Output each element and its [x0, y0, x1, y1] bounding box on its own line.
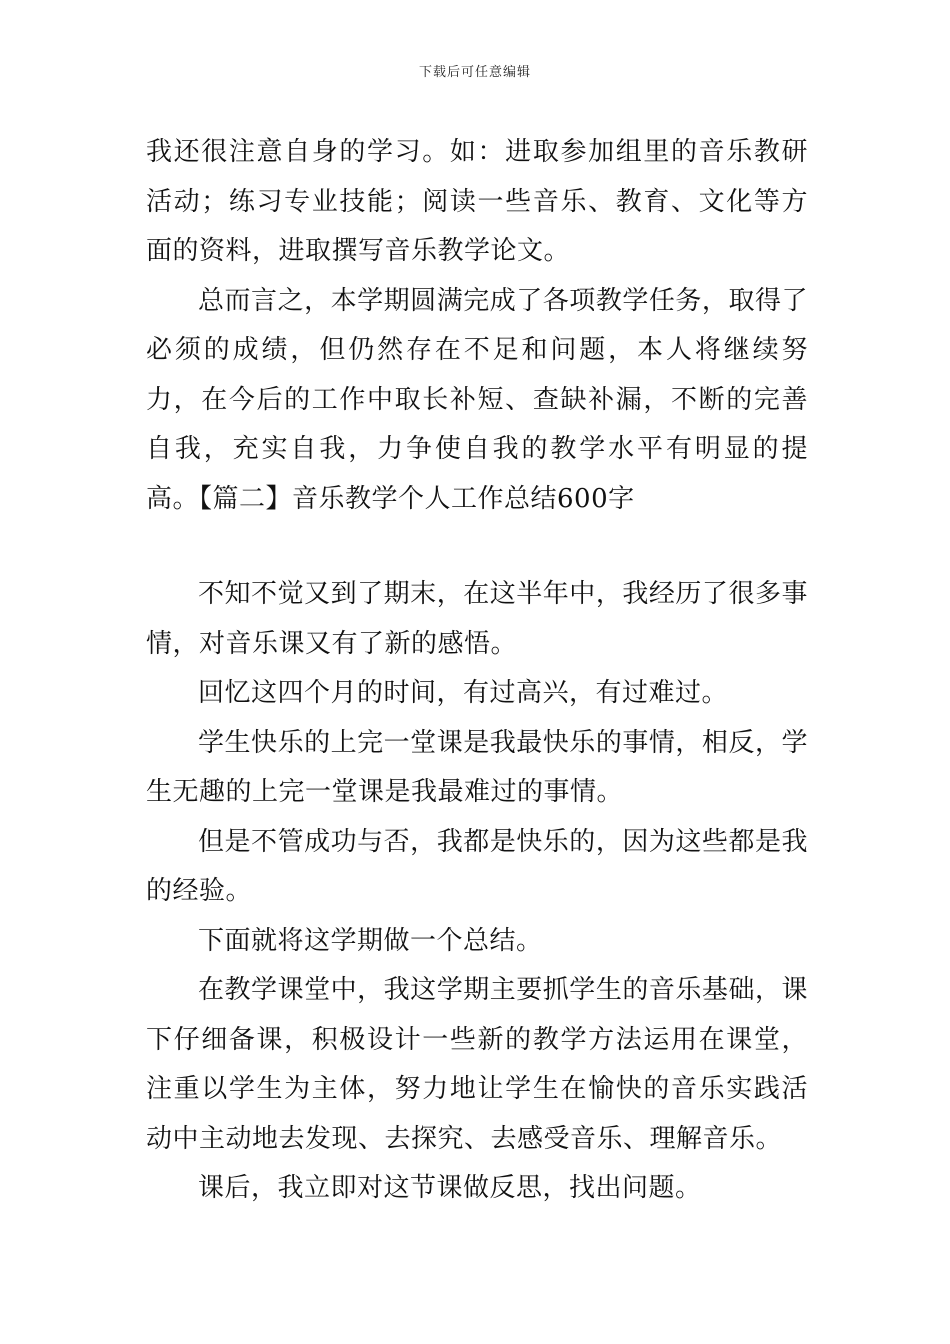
paragraph-2: 总而言之，本学期圆满完成了各项教学任务，取得了必须的成绩，但仍然存在不足和问题，本人将继续努力，在今后的工作中取长补短、查缺补漏，不断的完善自我，充实自我，力争使自我的教学水平有明显的提高。【篇二】音乐教学个人工作总结600字 — [146, 285, 808, 514]
paragraph-5: 学生快乐的上完一堂课是我最快乐的事情，相反，学生无趣的上完一堂课是我最难过的事情。 — [146, 727, 808, 807]
paragraph-9: 课后，我立即对这节课做反思，找出问题。 — [198, 1173, 702, 1203]
paragraph-1: 我还很注意自身的学习。如：进取参加组里的音乐教研活动；练习专业技能；阅读一些音乐、教育、文化等方面的资料，进取撰写音乐教学论文。 — [146, 137, 808, 266]
paragraph-4: 回忆这四个月的时间，有过高兴，有过难过。 — [198, 678, 729, 708]
paragraph-7: 下面就将这学期做一个总结。 — [198, 925, 543, 956]
paragraph-8: 在教学课堂中，我这学期主要抓学生的音乐基础，课下仔细备课，积极设计一些新的教学方法运用在课堂，注重以学生为主体，努力地让学生在愉快的音乐实践活动中主动地去发现、去探究、去感受音乐、理解音乐。 — [146, 975, 808, 1154]
blank-line — [146, 524, 808, 570]
page-header: 下载后可任意编辑 — [418, 65, 531, 80]
paragraph-3: 不知不觉又到了期末，在这半年中，我经历了很多事情，对音乐课又有了新的感悟。 — [146, 579, 808, 659]
paragraph-6: 但是不管成功与否，我都是快乐的，因为这些都是我的经验。 — [146, 826, 808, 906]
document-body — [146, 128, 808, 1214]
